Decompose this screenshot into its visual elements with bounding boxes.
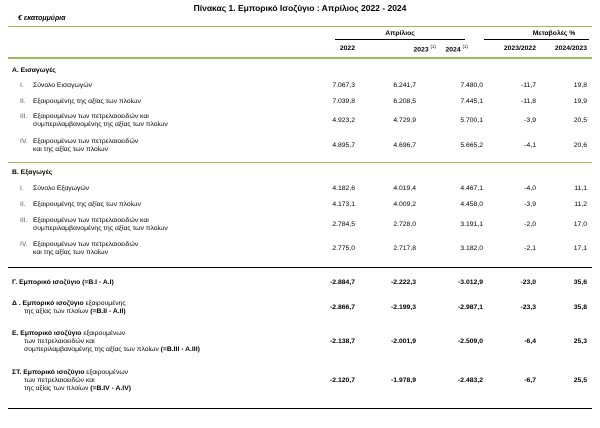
change-2024-2023: 25,3: [573, 338, 587, 345]
balance-label-line: [12, 308, 126, 315]
balance-label-line: [12, 279, 114, 286]
row-label-line1: Εξαιρουμένης της αξίας των πλοίων: [33, 201, 141, 208]
change-2024-2023: 20,5: [573, 117, 587, 124]
row-label-line1: Εξαιρουμένων των πετρελαιοειδών: [33, 138, 139, 145]
section-exports: Β. Εξαγωγές: [12, 169, 53, 176]
value-2022: -2.138,7: [330, 338, 355, 345]
balance-label-part: εξαιρουμένων: [84, 369, 129, 376]
balance-label-line: [12, 300, 126, 307]
changes-underline: [484, 39, 589, 40]
value-2024: -2.483,2: [458, 377, 483, 384]
balance-label: [12, 369, 262, 393]
bottom-rule: [8, 408, 592, 409]
value-2023: 6.208,5: [393, 98, 416, 105]
value-2023: 4.729,9: [393, 117, 416, 124]
row-numeral: I.: [20, 82, 24, 89]
balance-label-part: Δ . Εμπορικό ισοζύγιο: [12, 300, 84, 307]
header-2023-year: 2023: [413, 46, 429, 54]
value-2024: -2.509,0: [458, 338, 483, 345]
header-2024: [408, 44, 468, 53]
value-2024: -3.012,9: [458, 279, 483, 286]
row-label-line1: Εξαιρουμένων των πετρελαιοειδών: [33, 241, 139, 248]
april-underline: [335, 39, 465, 40]
value-2022: 2.775,0: [332, 245, 355, 252]
row-label: [20, 201, 270, 209]
row-label: [20, 98, 270, 106]
value-2022: 4.923,2: [332, 117, 355, 124]
row-numeral: III.: [20, 217, 28, 224]
header-change-2023-2022: 2023/2022: [503, 45, 536, 52]
value-2023: -2.222,3: [391, 279, 416, 286]
imports-bottom-rule: [8, 162, 592, 163]
value-2023: 6.241,7: [393, 82, 416, 89]
balance-label-part: (=B.II - A.II): [90, 308, 126, 315]
change-2023-2022: -11,8: [521, 98, 536, 105]
change-2023-2022: -23,0: [520, 279, 536, 286]
value-2022: 7.039,8: [332, 98, 355, 105]
change-2024-2023: 35,6: [573, 279, 587, 286]
balance-label-line: [12, 338, 95, 345]
header-2022: 2022: [339, 45, 355, 52]
balance-label-part: Γ. Εμπορικό ισοζύγιο (=B.I - A.I): [12, 279, 114, 286]
balance-label: [12, 300, 262, 316]
header-changes: Μεταβολές %: [532, 30, 576, 37]
exports-bottom-rule: [8, 267, 592, 268]
header-change-2024-2023: 2024/2023: [554, 45, 587, 52]
value-2022: 4.173,1: [332, 201, 355, 208]
value-2024: 7.480,0: [460, 82, 483, 89]
row-label-line2: και της αξίας των πλοίων: [33, 249, 109, 256]
row-label-line1: Εξαιρουμένης της αξίας των πλοίων: [33, 98, 141, 105]
value-2023: -1.978,9: [391, 377, 416, 384]
value-2024: 4.458,0: [460, 201, 483, 208]
header-bottom-rule: [8, 57, 592, 59]
row-label-line2: συμπεριλαμβανομένης της αξίας των πλοίων: [33, 225, 168, 232]
header-april: Απρίλιος: [385, 30, 415, 37]
unit-label: € εκατομμύρια: [18, 15, 66, 22]
value-2022: 7.067,3: [332, 82, 355, 89]
change-2024-2023: 17,0: [573, 221, 587, 228]
row-label-line1: Σύνολο Εισαγωγών: [33, 82, 92, 89]
row-label: [20, 217, 270, 233]
balance-label-part: της αξίας των πλοίων: [24, 385, 91, 392]
change-2023-2022: -2,0: [524, 221, 536, 228]
row-label-line1: Σύνολο Εξαγωγών: [33, 185, 90, 192]
row-label-line1: Εξαιρουμένων των πετρελαιοειδών και: [33, 113, 149, 120]
row-numeral: I.: [20, 185, 24, 192]
top-rule: [8, 26, 592, 27]
balance-label-part: των πετρελαιοειδών και: [24, 377, 95, 384]
value-2024: 5.665,2: [460, 142, 483, 149]
change-2024-2023: 35,8: [573, 304, 587, 311]
row-numeral: IV.: [20, 241, 28, 248]
value-2022: 2.784,5: [332, 221, 355, 228]
row-label-line2: και της αξίας των πλοίων: [33, 146, 109, 153]
value-2022: 4.895,7: [332, 142, 355, 149]
value-2024: 3.191,1: [460, 221, 483, 228]
change-2023-2022: -11,7: [521, 82, 536, 89]
row-numeral: II.: [20, 201, 26, 208]
balance-label-part: εξαιρουμένης: [83, 300, 126, 307]
change-2024-2023: 11,1: [574, 185, 587, 192]
section-imports: Α. Εισαγωγές: [12, 67, 56, 74]
row-numeral: II.: [20, 98, 26, 105]
change-2023-2022: -6,7: [524, 377, 536, 384]
change-2023-2022: -3,9: [524, 117, 536, 124]
balance-label-part: συμπεριλαμβανομένης της αξίας των πλοίων: [24, 346, 161, 353]
change-2023-2022: -4,0: [524, 185, 536, 192]
balance-label-part: εξαιρουμένων: [81, 330, 126, 337]
value-2024: 7.445,1: [460, 98, 483, 105]
balance-label: [12, 330, 262, 354]
row-label: [20, 82, 270, 90]
header-2023-note: (1): [430, 44, 436, 49]
header-2024-note: (1): [462, 44, 468, 49]
value-2022: 4.182,6: [332, 185, 355, 192]
value-2022: -2.866,7: [330, 304, 355, 311]
change-2023-2022: -23,3: [520, 304, 536, 311]
row-label: [20, 241, 270, 257]
balance-label-line: [12, 385, 131, 392]
value-2024: 4.467,1: [460, 185, 483, 192]
balance-label-part: (=B.III - A.III): [160, 346, 200, 353]
value-2022: -2.120,7: [330, 377, 355, 384]
row-label: [20, 138, 270, 154]
balance-label-line: [12, 330, 125, 337]
balance-label-part: της αξίας των πλοίων: [24, 308, 91, 315]
header-2024-year: 2024: [445, 46, 461, 54]
value-2023: 4.019,4: [393, 185, 416, 192]
value-2024: 3.182,0: [460, 245, 483, 252]
change-2023-2022: -3,9: [524, 201, 536, 208]
balance-label: [12, 279, 262, 287]
table-title: Πίνακας 1. Εμπορικό Ισοζύγιο : Απρίλιος 2022 - 2024: [193, 3, 407, 13]
row-numeral: III.: [20, 113, 28, 120]
balance-label-line: [12, 377, 95, 384]
balance-label-line: [12, 369, 128, 376]
change-2024-2023: 19,9: [573, 98, 587, 105]
change-2024-2023: 25,5: [573, 377, 587, 384]
change-2023-2022: -2,1: [524, 245, 536, 252]
change-2024-2023: 19,8: [573, 82, 587, 89]
row-label: [20, 185, 270, 193]
change-2023-2022: -6,4: [524, 338, 536, 345]
row-label: [20, 113, 270, 129]
value-2023: 2.717,8: [393, 245, 416, 252]
value-2023: -2.001,9: [391, 338, 416, 345]
row-label-line2: συμπεριλαμβανομένης της αξίας των πλοίων: [33, 121, 168, 128]
value-2023: 2.728,0: [393, 221, 416, 228]
change-2024-2023: 20,6: [573, 142, 587, 149]
change-2024-2023: 11,2: [574, 201, 587, 208]
value-2024: -2.987,1: [458, 304, 483, 311]
value-2024: 5.700,1: [460, 117, 483, 124]
balance-label-part: (=B.IV - A.IV): [90, 385, 131, 392]
balance-label-part: Ε. Εμπορικό ισοζύγιο: [12, 330, 82, 337]
value-2022: -2.884,7: [330, 279, 355, 286]
change-2023-2022: -4,1: [524, 142, 536, 149]
change-2024-2023: 17,1: [573, 245, 587, 252]
row-label-line1: Εξαιρουμένων των πετρελαιοειδών και: [33, 217, 149, 224]
balance-label-line: [12, 346, 200, 353]
balance-label-part: ΣΤ. Εμπορικό ισοζύγιο: [12, 369, 85, 376]
value-2023: 4.696,7: [393, 142, 416, 149]
balance-label-part: των πετρελαιοειδών και: [24, 338, 95, 345]
row-numeral: IV.: [20, 138, 28, 145]
value-2023: 4.009,2: [393, 201, 416, 208]
value-2023: -2.199,3: [391, 304, 416, 311]
